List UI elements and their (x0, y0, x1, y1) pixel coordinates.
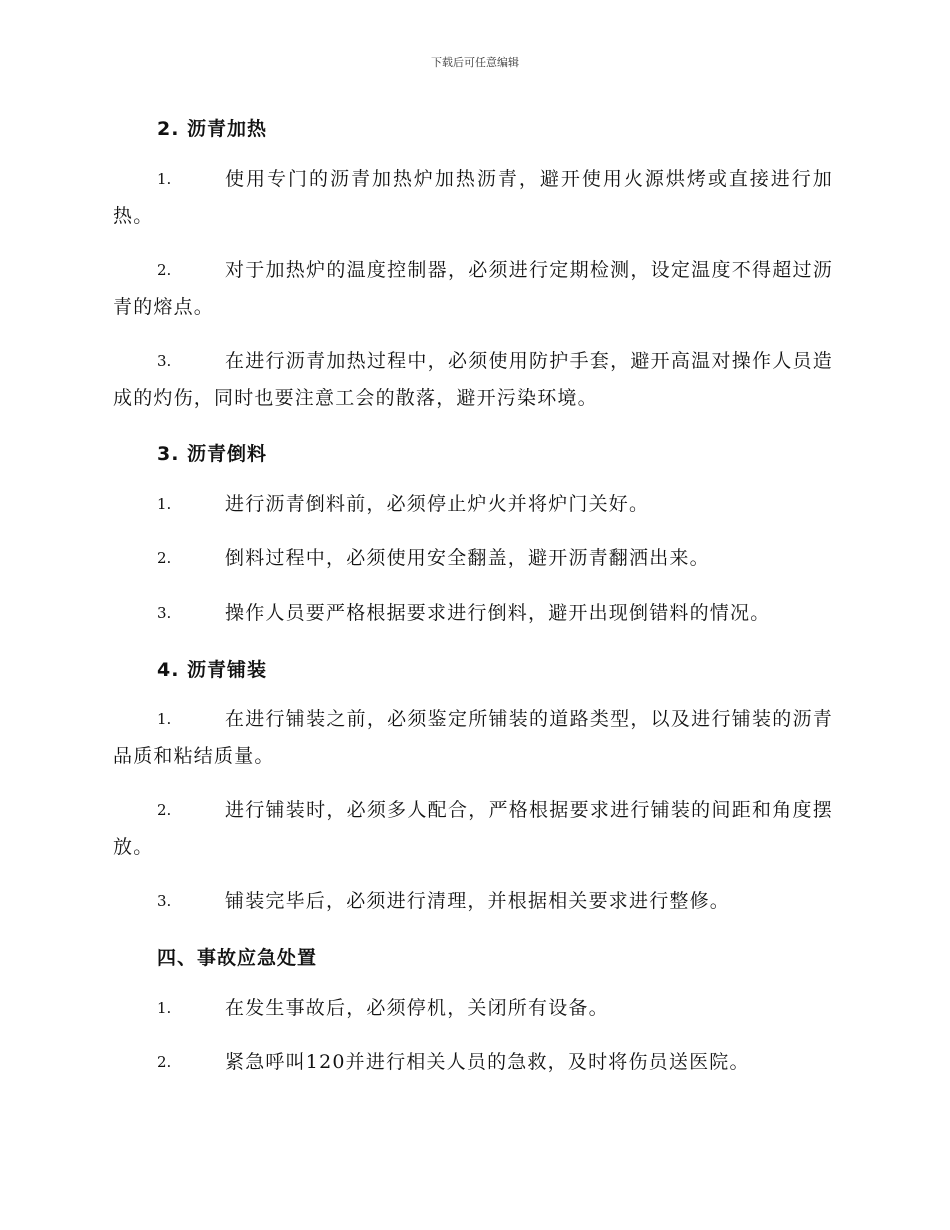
item-number: 1. (157, 710, 172, 728)
item-number: 1. (157, 170, 172, 188)
list-item (113, 540, 833, 577)
list-item (113, 161, 833, 235)
section-heading-asphalt-heating: 2. 沥青加热 (157, 118, 268, 140)
section-heading-emergency-response: 四、事故应急处置 (157, 947, 318, 969)
item-number: 2. (157, 261, 172, 279)
item-text: 倒料过程中，必须使用安全翻盖，避开沥青翻洒出来。 (225, 547, 710, 569)
item-text: 操作人员要严格根据要求进行倒料，避开出现倒错料的情况。 (225, 602, 771, 624)
item-text: 在进行铺装之前，必须鉴定所铺装的道路类型，以及进行铺装的沥青品质和粘结质量。 (113, 708, 833, 767)
item-number: 2. (157, 549, 172, 567)
item-number: 3. (157, 352, 172, 370)
list-item (113, 883, 833, 920)
item-number: 2. (157, 1053, 172, 1071)
list-item (113, 792, 833, 866)
item-text: 进行铺装时，必须多人配合，严格根据要求进行铺装的间距和角度摆放。 (113, 799, 833, 858)
page-header: 下载后可任意编辑 (431, 56, 519, 69)
item-text: 对于加热炉的温度控制器，必须进行定期检测，设定温度不得超过沥青的熔点。 (113, 259, 833, 318)
item-number: 3. (157, 604, 172, 622)
section-heading-asphalt-paving: 4. 沥青铺装 (157, 659, 268, 681)
item-text: 在进行沥青加热过程中，必须使用防护手套，避开高温对操作人员造成的灼伤，同时也要注意工会的散落，避开污染环境。 (113, 350, 833, 409)
item-text: 在发生事故后，必须停机，关闭所有设备。 (225, 997, 609, 1019)
item-text: 紧急呼叫120并进行相关人员的急救，及时将伤员送医院。 (225, 1051, 750, 1073)
list-item (113, 252, 833, 326)
list-item (113, 701, 833, 775)
list-item (113, 343, 833, 417)
item-number: 1. (157, 495, 172, 513)
list-item (113, 1044, 833, 1081)
list-item (113, 595, 833, 632)
list-item (113, 990, 833, 1027)
item-text: 铺装完毕后，必须进行清理，并根据相关要求进行整修。 (225, 890, 731, 912)
item-number: 3. (157, 892, 172, 910)
item-text: 进行沥青倒料前，必须停止炉火并将炉门关好。 (225, 493, 650, 515)
item-number: 2. (157, 801, 172, 819)
list-item (113, 486, 833, 523)
section-heading-asphalt-pouring: 3. 沥青倒料 (157, 443, 268, 465)
item-text: 使用专门的沥青加热炉加热沥青，避开使用火源烘烤或直接进行加热。 (113, 168, 833, 227)
item-number: 1. (157, 999, 172, 1017)
